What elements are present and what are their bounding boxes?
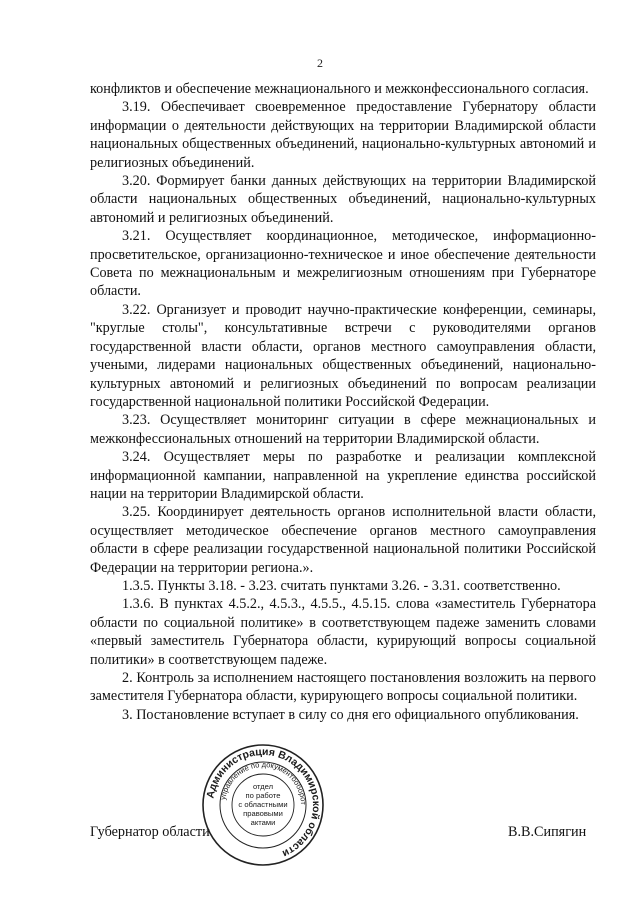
paragraph: 3. Постановление вступает в силу со дня его официального опубликования.	[122, 706, 579, 723]
paragraph: 1.3.6. В пунктах 4.5.2., 4.5.3., 4.5.5., 4.5.15. слова «заместитель Губернатора области по социальной политике» в соответствующем падеже заменить словами «первый заместитель Губернатора области, курирующий вопросы социальной политики» в соответствующем падеже.	[90, 596, 596, 668]
paragraph: 3.21. Осуществляет координационное, методическое, информационно-просветительское, организационно-техническое и иное обеспечение деятельности Совета по межнациональным и межрелигиозным отношениям при Губернаторе области.	[90, 228, 596, 300]
paragraph: 3.20. Формирует банки данных действующих на территории Владимирской области национальных общественных объединений, национально-культурных автономий и религиозных объединений.	[90, 173, 596, 226]
page-number: 2	[317, 56, 323, 70]
paragraph: 3.19. Обеспечивает своевременное предоставление Губернатору области информации о деятельности действующих на территории Владимирской области национальных общественных объединений, национально-культурных автономий и религиозных объединений.	[90, 99, 596, 171]
official-stamp	[200, 742, 326, 868]
signatory-name: В.В.Сипягин	[508, 824, 587, 840]
paragraph: 3.23. Осуществляет мониторинг ситуации в сфере межнациональных и межконфессиональных отношений на территории Владимирской области.	[90, 412, 596, 447]
stamp-center-line: правовыми	[243, 809, 283, 818]
stamp-outer-text: Администрация Владимирской области	[204, 745, 323, 860]
paragraph: 1.3.5. Пункты 3.18. - 3.23. считать пунктами 3.26. - 3.31. соответственно.	[122, 577, 561, 594]
stamp-center-line: отдел	[252, 782, 274, 791]
paragraph: 3.24. Осуществляет меры по разработке и реализации комплексной информационной кампании, направленной на укрепление единства российской нации на территории Владимирской области.	[90, 449, 596, 502]
document-body	[90, 80, 596, 724]
paragraph: 3.25. Координирует деятельность органов исполнительной власти области, осуществляет методическое обеспечение органов местного самоуправления области в сфере реализации государственной национальной политики Российской Федерации на территории региона.».	[90, 504, 596, 576]
stamp-center-line: с областными	[238, 800, 288, 809]
stamp-center-line: актами	[250, 818, 276, 827]
stamp-center-line: по работе	[245, 791, 281, 800]
paragraph: 2. Контроль за исполнением настоящего постановления возложить на первого заместителя Губернатора области, курирующего вопросы социальной политики.	[90, 670, 596, 705]
paragraph: конфликтов и обеспечение межнационального и межконфессионального согласия.	[90, 81, 589, 97]
stamp-inner-text: управление по документооборот	[218, 759, 309, 806]
signatory-position: Губернатор области	[90, 824, 210, 840]
paragraph: 3.22. Организует и проводит научно-практические конференции, семинары, "круглые столы", консультативные встречи с руководителями органов государственной власти области, органов местного самоуправления области, учеными, лидерами национальных общественных объединений, национально-культурных автономий и религиозных объединений по вопросам реализации государственной национальной политики Российской Федерации.	[90, 301, 596, 410]
